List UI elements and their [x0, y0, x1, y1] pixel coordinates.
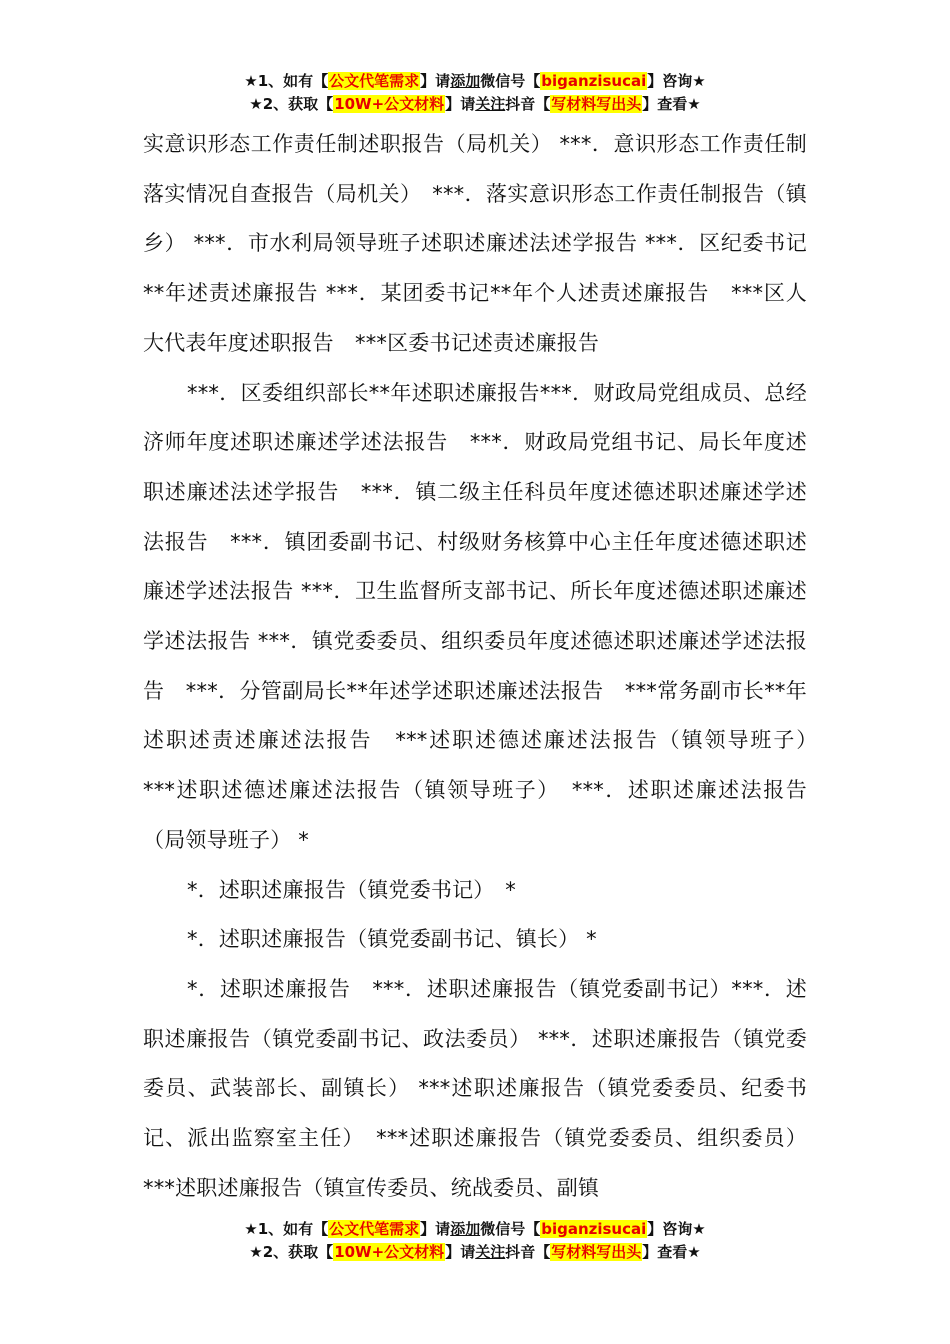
- footer-promo-banner: [0, 1218, 950, 1264]
- promo-underline: 关注: [475, 95, 506, 113]
- promo-text: 微信号【: [480, 1220, 541, 1238]
- promo-text: ★1、如有【: [244, 1220, 329, 1238]
- promo-underline: 添加: [450, 1220, 481, 1238]
- body-paragraph: 实意识形态工作责任制述职报告（局机关） ***．意识形态工作责任制落实情况自查报告（局机关） ***．落实意识形态工作责任制报告（镇乡） ***．市水利局领导班子述职述廉述法述学报告 ***．区纪委书记**年述责述廉报告 ***．某团委书记**年个人述责述廉报告 ***区人大代表年度述职报告 ***区委书记述责述廉报告: [143, 132, 807, 355]
- promo-highlight: 写材料写出头: [551, 95, 642, 113]
- header-promo-banner: [0, 70, 950, 116]
- promo-highlight: biganzisucai: [541, 72, 647, 90]
- promo-highlight: biganzisucai: [541, 1220, 647, 1238]
- promo-line-1: [0, 1218, 950, 1241]
- body-paragraph: ***．区委组织部长**年述职述廉报告***．财政局党组成员、总经济师年度述职述廉述学述法报告 ***．财政局党组书记、局长年度述职述廉述法述学报告 ***．镇二级主任科员年度述德述职述廉述学述法报告 ***．镇团委副书记、村级财务核算中心主任年度述德述职述廉述学述法报告 ***．卫生监督所支部书记、所长年度述德述职述廉述学述法报告 ***．镇党委委员、组织委员年度述德述职述廉述学述法报告 ***．分管副局长**年述学述职述廉述法报告 ***常务副市长**年述职述责述廉述法报告 ***述职述德述廉述法报告（镇领导班子） ***述职述德述廉述法报告（镇领导班子） ***．述职述廉述法报告（局领导班子） *: [143, 380, 829, 852]
- body-paragraph: *．述职述廉报告（镇党委副书记、镇长） *: [187, 927, 597, 952]
- promo-line-2: [0, 93, 950, 116]
- promo-highlight: 公文代笔需求: [329, 1220, 420, 1238]
- promo-text: 】咨询★: [647, 1220, 706, 1238]
- promo-text: 抖音【: [505, 1243, 551, 1261]
- promo-underline: 关注: [475, 1243, 506, 1261]
- promo-text: 微信号【: [480, 72, 541, 90]
- promo-text: ★1、如有【: [244, 72, 329, 90]
- promo-highlight: 10W+公文材料: [334, 95, 445, 113]
- promo-highlight: 10W+公文材料: [334, 1243, 445, 1261]
- document-body: [143, 120, 829, 1213]
- promo-highlight: 公文代笔需求: [329, 72, 420, 90]
- body-paragraph: *．述职述廉报告（镇党委书记） *: [187, 877, 516, 902]
- body-paragraph: *．述职述廉报告 ***．述职述廉报告（镇党委副书记）***．述职述廉报告（镇党委副书记、政法委员） ***．述职述廉报告（镇党委委员、武装部长、副镇长） ***述职述廉报告（镇党委委员、纪委书记、派出监察室主任） ***述职述廉报告（镇党委委员、组织委员） ***述职述廉报告（镇宣传委员、统战委员、副镇: [143, 976, 807, 1200]
- promo-highlight: 写材料写出头: [551, 1243, 642, 1261]
- promo-line-1: [0, 70, 950, 93]
- promo-text: 】请: [445, 95, 476, 113]
- promo-underline: 添加: [450, 72, 481, 90]
- promo-text: ★2、获取【: [249, 95, 334, 113]
- promo-text: 】请: [420, 72, 451, 90]
- promo-line-2: [0, 1241, 950, 1264]
- promo-text: 抖音【: [505, 95, 551, 113]
- promo-text: 】咨询★: [647, 72, 706, 90]
- promo-text: 】请: [445, 1243, 476, 1261]
- promo-text: 】查看★: [642, 1243, 701, 1261]
- promo-text: ★2、获取【: [249, 1243, 334, 1261]
- promo-text: 】查看★: [642, 95, 701, 113]
- promo-text: 】请: [420, 1220, 451, 1238]
